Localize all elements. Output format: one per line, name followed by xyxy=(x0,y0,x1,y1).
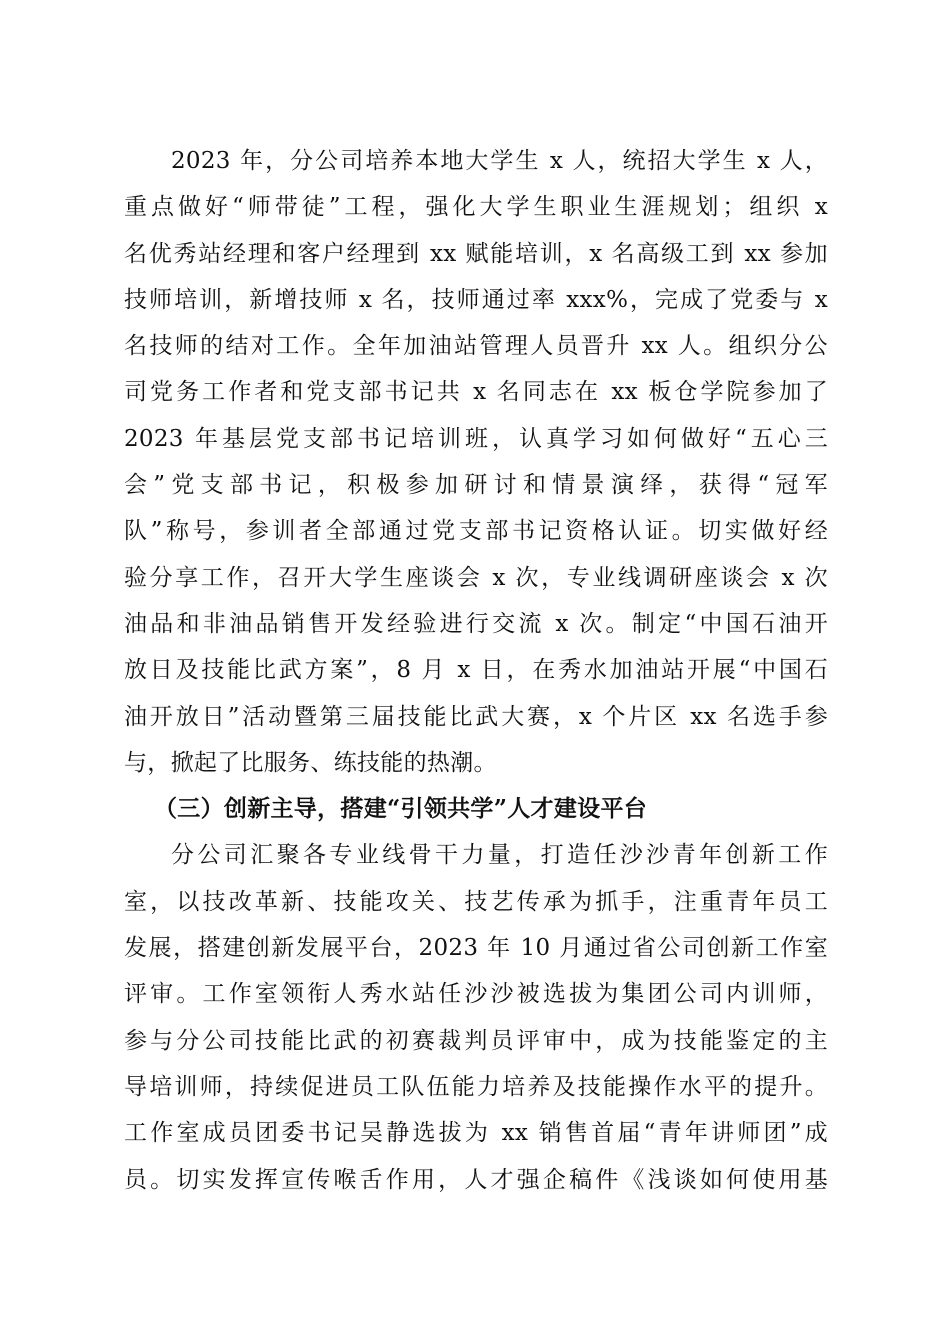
paragraph-2-line-4: 评审。工作室领衔人秀水站任沙沙被选拔为集团公司内训师， xyxy=(124,981,828,1008)
paragraph-2-line-6: 导培训师，持续促进员工队伍能力培养及技能操作水平的提升。 xyxy=(124,1073,828,1100)
paragraph-2 xyxy=(124,832,828,1202)
paragraph-1-line-11: 油品和非油品销售开发经验进行交流 x 次。制定“中国石油开 xyxy=(124,610,828,637)
paragraph-2-line-5: 参与分公司技能比武的初赛裁判员评审中，成为技能鉴定的主 xyxy=(124,1027,828,1054)
paragraph-1-line-2: 重点做好“师带徒”工程，强化大学生职业生涯规划；组织 x xyxy=(124,194,828,221)
paragraph-2-line-3: 发展，搭建创新发展平台，2023 年 10 月通过省公司创新工作室 xyxy=(124,935,828,962)
paragraph-2-line-8: 员。切实发挥宣传喉舌作用，人才强企稿件《浅谈如何使用基 xyxy=(124,1166,828,1193)
paragraph-1-line-9: 队”称号，参训者全部通过党支部书记资格认证。切实做好经 xyxy=(124,518,828,545)
paragraph-2-line-1: 分公司汇聚各专业线骨干力量，打造任沙沙青年创新工作 xyxy=(171,842,828,869)
paragraph-2-line-7: 工作室成员团委书记吴静选拔为 xx 销售首届“青年讲师团”成 xyxy=(124,1120,828,1147)
paragraph-1-line-13: 油开放日”活动暨第三届技能比武大赛，x 个片区 xx 名选手参 xyxy=(124,703,828,730)
paragraph-1-line-10: 验分享工作，召开大学生座谈会 x 次，专业线调研座谈会 x 次 xyxy=(124,564,828,591)
paragraph-2-line-2: 室，以技改革新、技能攻关、技艺传承为抓手，注重青年员工 xyxy=(124,888,828,915)
paragraph-1-line-7: 2023 年基层党支部书记培训班，认真学习如何做好“五心三 xyxy=(124,425,828,452)
section-heading: （三）创新主导，搭建“引领共学”人才建设平台 xyxy=(154,795,648,823)
paragraph-1-line-4: 技师培训，新增技师 x 名，技师通过率 xxx%，完成了党委与 x xyxy=(124,286,828,313)
paragraph-1-line-6: 司党务工作者和党支部书记共 x 名同志在 xx 板仓学院参加了 xyxy=(124,379,828,406)
paragraph-1-line-14: 与，掀起了比服务、练技能的热潮。 xyxy=(124,749,497,776)
paragraph-1-line-3: 名优秀站经理和客户经理到 xx 赋能培训，x 名高级工到 xx 参加 xyxy=(124,240,828,267)
paragraph-1-line-12: 放日及技能比武方案”，8 月 x 日，在秀水加油站开展“中国石 xyxy=(124,657,828,684)
paragraph-1-line-5: 名技师的结对工作。全年加油站管理人员晋升 xx 人。组织分公 xyxy=(124,333,828,360)
paragraph-1-line-1: 2023 年，分公司培养本地大学生 x 人，统招大学生 x 人， xyxy=(171,148,828,174)
paragraph-1-line-8: 会”党支部书记，积极参加研讨和情景演绎，获得“冠军 xyxy=(124,472,828,499)
document-body xyxy=(124,138,828,1203)
paragraph-1 xyxy=(124,138,828,786)
